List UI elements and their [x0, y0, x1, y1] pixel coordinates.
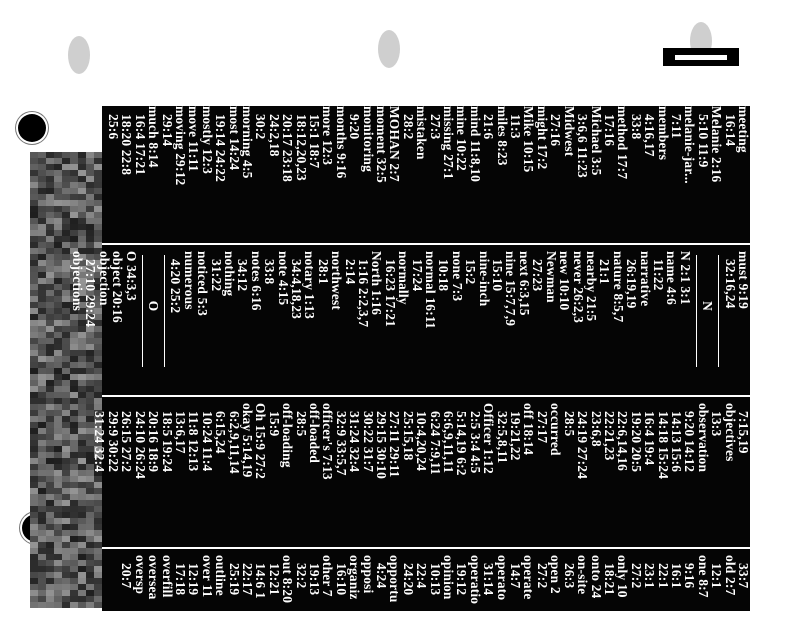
section-letter: O — [145, 300, 161, 312]
index-page-ref: 24:2,18 — [266, 114, 282, 157]
index-page-ref: 9:20 14:12 — [682, 411, 698, 473]
index-term: miles 8:23 — [494, 106, 510, 166]
index-page-ref: 18:12,20,23 — [293, 114, 309, 181]
index-page-ref: 16:1 — [668, 563, 684, 589]
index-page-ref: 4:16,17 — [642, 114, 658, 157]
index-page-ref: 17:24 — [409, 259, 425, 292]
index-term: open 2 — [548, 555, 564, 594]
index-page-ref: 29:15 30:10 — [374, 411, 390, 480]
index-page-ref: 10:24 11:4 — [199, 411, 215, 472]
index-page-ref: 14:13 15:6 — [668, 411, 684, 473]
index-column-3 — [92, 403, 751, 543]
index-page-ref: 21:6 — [481, 114, 497, 140]
index-page-ref: 20:7 — [119, 563, 135, 589]
reference-mark — [663, 48, 739, 66]
index-term: missing 27:1 — [441, 106, 457, 180]
index-term: oversea — [146, 555, 162, 600]
index-page — [69, 106, 751, 611]
index-page-ref: 25:6 — [105, 114, 121, 140]
index-page-ref: 31:14 — [481, 563, 497, 596]
index-page-ref: 26:19,19 — [624, 259, 640, 309]
column-divider — [102, 395, 750, 397]
index-term: much 8:14 — [146, 106, 162, 168]
index-term: outline — [213, 555, 229, 596]
index-page-ref: 1:16 2:2,3,7 — [356, 259, 372, 328]
index-page-ref: 28:2 — [400, 114, 416, 140]
index-page-ref: 23:6,8 — [588, 411, 604, 447]
index-term: numerous — [181, 251, 197, 310]
index-term: mistaken — [414, 106, 430, 160]
index-term: operatio — [467, 555, 483, 605]
index-term: new 10:10 — [557, 251, 573, 311]
index-page-ref: 2:5 3:4 4:5 — [467, 411, 483, 474]
index-page-ref: 22:4 — [414, 563, 430, 589]
index-page-ref: 30:2 — [253, 114, 269, 140]
section-rule — [696, 255, 697, 367]
index-page-ref: 24:10 26:24 — [132, 411, 148, 480]
index-term: Melanie 2:16 — [709, 106, 725, 183]
index-page-ref: 21:1 — [597, 259, 613, 285]
index-page-ref: 20:17 23:18 — [280, 114, 296, 183]
index-page-ref: 6:15,24 — [213, 411, 229, 454]
index-term: over 11 — [199, 555, 215, 598]
index-term: object 20:16 — [110, 251, 126, 323]
index-term: method 17:7 — [615, 106, 631, 180]
index-page-ref: 32:9 33:5,7 — [333, 411, 349, 476]
index-page-ref: 5:14,19 6:2 — [454, 411, 470, 476]
index-column-4 — [102, 555, 750, 615]
index-term: notes 6:16 — [248, 251, 264, 311]
index-term: okay 5:14,19 — [239, 403, 255, 478]
index-page-ref: 14:18 15:24 — [655, 411, 671, 480]
index-page-ref: 33:8 — [262, 259, 278, 285]
index-page-ref: 29:14 — [159, 114, 175, 147]
index-column-1 — [102, 106, 750, 241]
index-term: N 2:1 3:1 — [677, 251, 693, 305]
index-term: one 8:7 — [695, 555, 711, 598]
index-page-ref: 22:21,23 — [601, 411, 617, 461]
index-column-2 — [69, 251, 751, 391]
index-term: Oh 15:9 27:2 — [253, 403, 269, 480]
index-page-content — [69, 106, 751, 611]
index-term: opinion — [441, 555, 457, 600]
index-page-ref: 26:15 27:2 — [119, 411, 135, 473]
index-page-ref: 12:19 — [186, 563, 202, 596]
index-term: normally — [396, 251, 412, 305]
index-page-ref: 18:20 22:8 — [119, 114, 135, 176]
index-page-ref: 16:23 17:21 — [382, 259, 398, 328]
index-page-ref: 28:1 — [315, 259, 331, 285]
index-term: notary 1:13 — [302, 251, 318, 320]
index-term: mine 10:22 — [454, 106, 470, 171]
binder-ring-top — [18, 114, 46, 142]
index-term: nine 15:7,7,9 — [503, 251, 519, 327]
index-term: oversp — [132, 555, 148, 595]
index-page-ref: 11:22 — [650, 259, 666, 291]
index-page-ref: 16:4 19:4 — [642, 411, 658, 466]
index-page-ref: 19:13 — [307, 563, 322, 596]
punch-hole-2 — [378, 30, 400, 68]
index-term: other 7 — [320, 555, 336, 597]
index-term: Officer 1:12 — [481, 403, 497, 474]
index-page-ref: 12:1 — [709, 563, 725, 589]
section-rule — [164, 255, 165, 367]
index-term: move 11:11 — [186, 106, 202, 172]
index-term: occurred — [548, 403, 564, 456]
index-page-ref: 20:16 18:9 — [146, 411, 162, 473]
index-term: Mike 10:15 — [521, 106, 537, 173]
index-term: observation — [695, 403, 711, 473]
index-term: moment 32:5 — [374, 106, 390, 183]
index-page-ref: 24:20 — [400, 563, 416, 596]
index-page-ref: 9:20 — [347, 114, 363, 140]
index-term: Newman — [543, 251, 559, 303]
reference-mark-bar — [675, 55, 727, 60]
index-term: only 10 — [615, 555, 631, 598]
index-page-ref: 23:1 — [642, 563, 658, 589]
index-term: nine-inch — [476, 251, 492, 307]
index-term: old 2:7 — [722, 555, 738, 596]
index-term: objectives — [722, 403, 738, 462]
index-page-ref: 15:10 — [490, 259, 506, 292]
index-page-ref: 19:20 20:5 — [628, 411, 644, 473]
index-term: nature 8:5,7 — [610, 251, 626, 323]
index-page-ref: 31:24 32:4 — [92, 411, 108, 473]
index-term: overfill — [159, 555, 175, 598]
index-page-ref: 14:6 1 — [253, 563, 269, 599]
index-term: noticed 5:3 — [195, 251, 211, 317]
index-page-ref: 15:2 — [463, 259, 479, 285]
index-term: mind 11:8,10 — [467, 106, 483, 183]
index-term: officer's 7:13 — [320, 403, 336, 480]
index-term: might 17:2 — [534, 106, 550, 170]
index-page-ref: 17:16 — [601, 114, 617, 147]
index-term: northwest — [329, 251, 345, 311]
index-page-ref: 16:14 — [722, 114, 738, 147]
index-term: next 6:3,15 — [516, 251, 532, 316]
index-term: objection — [96, 251, 112, 306]
index-term: out 8:20 — [280, 555, 296, 604]
index-term: must 9:19 — [736, 251, 751, 309]
index-term: off 18:14 — [521, 403, 537, 456]
index-term: members — [655, 106, 671, 161]
index-term: nothing — [221, 251, 237, 297]
index-page-ref: 15:1 18:7 — [307, 114, 322, 169]
section-rule — [142, 255, 143, 367]
index-page-ref: 18:21 — [601, 563, 617, 596]
index-page-ref: 6:24 7:9,11 — [427, 411, 443, 475]
index-term: opposi — [360, 555, 376, 594]
index-term: meeting — [736, 106, 751, 153]
index-page-ref: 28:5 — [561, 411, 577, 437]
index-page-ref: 4:20 25:2 — [168, 259, 184, 314]
index-page-ref: 34:12 — [235, 259, 251, 292]
index-page-ref: 26:3 — [561, 563, 577, 589]
index-page-ref: 19:14 24:22 — [213, 114, 229, 183]
index-term: more 12:3 — [320, 106, 336, 166]
index-page-ref: 11:8 12:13 — [186, 411, 202, 472]
index-term: objections — [69, 251, 85, 312]
index-page-ref: 11:3 — [508, 114, 524, 139]
index-page-ref: 9:16 — [682, 563, 698, 589]
index-term: off-loading — [280, 403, 296, 468]
index-page-ref: 14:7 — [508, 563, 524, 589]
index-page-ref: 22:6,14,16 — [615, 411, 631, 472]
index-page-ref: 31:24 32:4 — [347, 411, 363, 473]
index-term: onto 24 — [588, 555, 604, 599]
index-term: moving 29:12 — [172, 106, 188, 186]
index-term: organiz — [347, 555, 363, 600]
index-page-ref: 19:12 — [454, 563, 470, 596]
index-term: most 14:24 — [226, 106, 242, 171]
index-page-ref: 33:7 — [736, 563, 751, 589]
index-page-ref: 27:2 — [628, 563, 644, 589]
index-page-ref: 25:15,18 — [400, 411, 416, 461]
index-page-ref: 27:17 — [534, 411, 550, 444]
index-page-ref: 27:16 — [548, 114, 564, 147]
punch-hole-1 — [68, 36, 90, 74]
index-page-ref: 27:11 29:11 — [387, 411, 403, 478]
index-page-ref: 28:5 — [293, 411, 309, 437]
index-term: Midwest — [561, 106, 577, 157]
index-page-ref: 25:19 — [226, 563, 242, 596]
index-page-ref: 6:2,9,11,14 — [226, 411, 242, 474]
section-letter: N — [700, 301, 716, 311]
index-page-ref: 10:4,20,24 — [414, 411, 430, 472]
index-term: months 9:16 — [333, 106, 349, 179]
index-term: operato — [494, 555, 510, 601]
index-page-ref: 32:5,8,11 — [494, 411, 510, 464]
index-page-ref: 7:15,19 — [736, 411, 751, 454]
index-term: melanie-jar... — [682, 106, 698, 184]
index-term: nearby 21:5 — [583, 251, 599, 322]
index-page-ref: 27:2 — [534, 563, 550, 589]
index-term: narrative — [637, 251, 653, 307]
index-page-ref: 34:4,18,23 — [289, 259, 304, 320]
index-page-ref: 18:5 19:24 — [159, 411, 175, 473]
index-page-ref: 2:14 — [342, 259, 358, 285]
index-page-ref: 32:2 — [293, 563, 309, 589]
index-term: note 4:15 — [275, 251, 291, 306]
index-page-ref: 5:10 11:9 — [695, 114, 711, 168]
index-term: none 7:3 — [449, 251, 465, 302]
index-term: monitoring — [360, 106, 376, 172]
section-rule — [718, 255, 719, 367]
index-page-ref: 22:1 — [655, 563, 671, 589]
index-page-ref: 4:24 — [374, 563, 390, 589]
index-page-ref: 32:16,24 — [722, 259, 738, 309]
index-page-ref: 12:21 — [266, 563, 282, 596]
index-page-ref: 6:6,9,11,11 — [441, 411, 457, 474]
index-page-ref: 27:23 — [530, 259, 546, 292]
index-term: never 26:2,3 — [570, 251, 586, 324]
index-term: operate — [521, 555, 537, 600]
column-divider — [102, 243, 750, 245]
index-term: MOHAN 2:7 — [387, 106, 403, 182]
index-page-ref: 27:10 29:24 — [83, 259, 99, 328]
index-page-ref: 17:18 — [172, 563, 188, 596]
index-page-ref: 10:13 — [427, 563, 443, 596]
index-term: name 4:6 — [664, 251, 680, 306]
index-page-ref: 30:22 31:7 — [360, 411, 376, 473]
index-term: O 34:3,3 — [123, 251, 139, 301]
index-page-ref: 13:3 — [709, 411, 725, 437]
index-term: North 1:16 — [369, 251, 385, 316]
index-page-ref: 29:9 30:22 — [105, 411, 121, 473]
column-divider — [102, 547, 750, 549]
index-term: Michael 3:5 — [588, 106, 604, 176]
index-page-ref: 10:18 — [436, 259, 452, 292]
index-page-ref: 7:11 — [668, 114, 684, 139]
index-page-ref: 22:17 — [239, 563, 255, 596]
index-page-ref: 15:9 — [266, 411, 282, 437]
index-term: on-site — [575, 555, 591, 595]
index-page-ref: 13:6,17 — [172, 411, 188, 454]
index-page-ref: 31:22 — [208, 259, 224, 292]
index-page-ref: 19:21,22 — [508, 411, 524, 461]
index-page-ref: 24:19 27:24 — [575, 411, 591, 480]
index-page-ref: 33:8 — [628, 114, 644, 140]
index-term: morning 4:5 — [239, 106, 255, 179]
index-term: mostly 12:3 — [199, 106, 215, 175]
index-term: normal 16:11 — [423, 251, 439, 329]
index-page-ref: 16:10 — [333, 563, 349, 596]
index-term: off-loaded — [307, 403, 322, 464]
index-term: opportu — [387, 555, 403, 603]
index-page-ref: 27:3 — [427, 114, 443, 140]
index-page-ref: 16:4 17:21 — [132, 114, 148, 176]
index-page-ref: 3:6,6 11:23 — [575, 114, 591, 178]
